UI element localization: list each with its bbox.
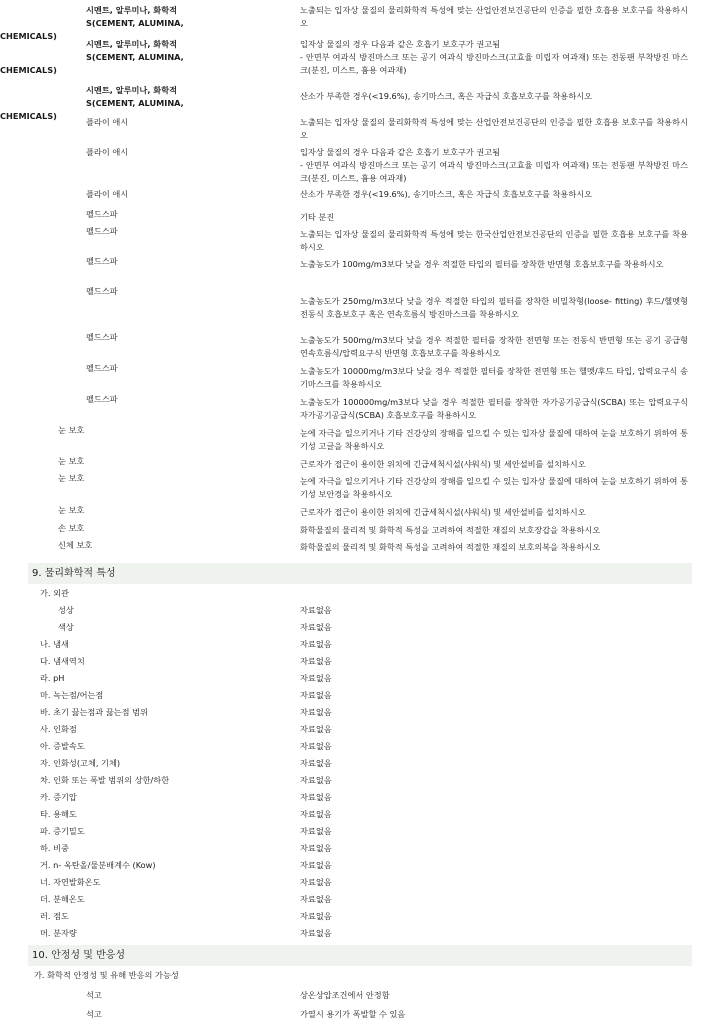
protection-row (0, 504, 724, 522)
property-value: 자료없음 (300, 928, 332, 938)
property-label: 마. 녹는점/어는점 (40, 690, 104, 700)
section-title: 10. 안정성 및 반응성 (32, 950, 126, 961)
protection-text: 노출농도가 100mg/m3보다 낮을 경우 적절한 타입의 필터를 장착한 반면형 호흡보호구를 착용하시오 (300, 259, 664, 269)
property-value: 자료없음 (300, 690, 332, 700)
property-value: 자료없음 (300, 605, 332, 615)
protection-label: 시멘트, 알루미나, 화학적S(CEMENT, ALUMINA, (86, 39, 184, 62)
property-label: 아. 증발속도 (40, 741, 85, 751)
protection-text: 화학물질의 물리적 및 화학적 특성을 고려하여 적절한 재질의 보호장갑을 착용하시오 (300, 525, 601, 535)
property-label: 러. 점도 (40, 911, 69, 921)
property-label: 사. 인화점 (40, 724, 77, 734)
protection-row (0, 116, 724, 146)
property-value: 자료없음 (300, 741, 332, 751)
property-label: 다. 냄새역치 (40, 656, 85, 666)
protection-label-cont: CHEMICALS) (0, 31, 57, 41)
protection-row (0, 255, 724, 285)
property-list (0, 636, 724, 942)
protection-row (0, 146, 724, 188)
property-row (0, 721, 724, 738)
property-label: 성상 (58, 605, 74, 615)
protection-text: 화학물질의 물리적 및 화학적 특성을 고려하여 적절한 재질의 보호의복을 착용하시오 (300, 542, 601, 552)
section-10-header (28, 945, 692, 966)
protection-text: 입자상 물질의 경우 다음과 같은 호흡기 보호구가 권고됨 - 안면부 여과식 방진마스크 또는 공기 여과식 방진마스크(고효율 미립자 여과재) 또는 전동팬 부착방진 마스크(분진, 미스트, 흄용 여과재) (300, 39, 688, 75)
property-value: 자료없음 (300, 724, 332, 734)
property-row (0, 908, 724, 925)
property-row (0, 857, 724, 874)
protection-text: 노출되는 입자상 물질의 물리화학적 특성에 맞는 산업안전보건공단의 인증을 필한 호흡용 보호구를 착용하시오 (300, 117, 688, 140)
protection-row (0, 472, 724, 504)
protection-row (0, 4, 724, 41)
protection-text: 산소가 부족한 경우(<19.6%), 송기마스크, 혹은 자급식 호흡보호구를 착용하시오 (300, 189, 593, 199)
appearance-heading (0, 584, 724, 602)
protection-text: 눈에 자극을 일으키거나 기타 건강상의 장해를 일으킬 수 있는 입자상 물질에 대하여 눈을 보호하기 위하여 통기성 고글을 착용하시오 (300, 428, 688, 451)
property-value: 자료없음 (300, 775, 332, 785)
stability-item-value: 상온상압조건에서 안정함 (300, 990, 390, 1000)
protection-text: 노출농도가 10000mg/m3보다 낮을 경우 적절한 필터를 장착한 전면형 또는 헬멧/후드 타입, 압력요구식 송기마스크를 착용하시오 (300, 366, 688, 389)
property-row (0, 789, 724, 806)
property-row (0, 602, 724, 619)
protection-row (0, 208, 724, 225)
protection-label: 펠드스파 (86, 394, 118, 404)
protection-label: 펠드스파 (86, 256, 118, 266)
property-row (0, 891, 724, 908)
section-9-header (28, 563, 692, 584)
property-row (0, 840, 724, 857)
section-title: 9. 물리화학적 특성 (32, 568, 116, 579)
property-value: 자료없음 (300, 894, 332, 904)
property-label: 바. 초기 끓는점과 끓는점 범위 (40, 707, 148, 717)
protection-label: 눈 보호 (58, 425, 85, 435)
protection-row (0, 285, 724, 331)
protection-row (0, 393, 724, 424)
property-label: 머. 분자량 (40, 928, 77, 938)
protection-label: 펠드스파 (86, 209, 118, 219)
property-label: 라. pH (40, 673, 65, 683)
protection-row (0, 188, 724, 208)
property-label: 거. n- 옥탄올/물분배계수 (Kow) (40, 860, 156, 870)
stability-item-label: 석고 (86, 1009, 102, 1019)
property-label: 색상 (58, 622, 74, 632)
protection-label: 눈 보호 (58, 505, 85, 515)
protection-label: 눈 보호 (58, 473, 85, 483)
protection-row (0, 38, 724, 84)
protection-label: 플라이 애시 (86, 189, 129, 199)
property-row (0, 755, 724, 772)
property-row (0, 772, 724, 789)
protection-label: 플라이 애시 (86, 117, 129, 127)
stability-item-label: 석고 (86, 990, 102, 1000)
property-value: 자료없음 (300, 843, 332, 853)
protection-label: 손 보호 (58, 523, 85, 533)
protection-label-cont: CHEMICALS) (0, 111, 57, 121)
protection-text: 노출농도가 500mg/m3보다 낮을 경우 적절한 필터를 장착한 전면형 또는 전동식 반면형 또는 공기 공급형 연속흐름식/압력요구식 반면형 호흡보호구를 착용하시오 (300, 335, 688, 358)
protection-row (0, 424, 724, 455)
property-value: 자료없음 (300, 622, 332, 632)
property-value: 자료없음 (300, 911, 332, 921)
protection-label: 펠드스파 (86, 226, 118, 236)
property-row (0, 619, 724, 636)
property-label: 파. 증기밀도 (40, 826, 85, 836)
property-value: 자료없음 (300, 758, 332, 768)
property-label: 자. 인화성(고체, 기체) (40, 758, 121, 768)
property-label: 하. 비중 (40, 843, 69, 853)
property-label: 더. 분해온도 (40, 894, 85, 904)
protection-row (0, 362, 724, 393)
protection-label-cont: CHEMICALS) (0, 65, 57, 75)
property-value: 자료없음 (300, 877, 332, 887)
property-value: 자료없음 (300, 860, 332, 870)
property-value: 자료없음 (300, 792, 332, 802)
property-value: 자료없음 (300, 656, 332, 666)
protection-row (0, 331, 724, 362)
property-row (0, 636, 724, 653)
stability-row (0, 1005, 724, 1024)
property-row (0, 925, 724, 942)
property-label: 차. 인화 또는 폭발 범위의 상한/하한 (40, 775, 170, 785)
property-row (0, 823, 724, 840)
protection-text: 기타 분진 (300, 212, 335, 222)
stability-item-value: 가열시 용기가 폭발할 수 있음 (300, 1009, 406, 1019)
property-value: 자료없음 (300, 639, 332, 649)
property-value: 자료없음 (300, 673, 332, 683)
protection-label: 시멘트, 알루미나, 화학적S(CEMENT, ALUMINA, (86, 85, 184, 108)
protection-label: 플라이 애시 (86, 147, 129, 157)
protection-row (0, 539, 724, 563)
protection-label: 시멘트, 알루미나, 화학적S(CEMENT, ALUMINA, (86, 5, 184, 28)
property-label: 카. 증기압 (40, 792, 77, 802)
property-label: 타. 용해도 (40, 809, 77, 819)
protection-row (0, 522, 724, 539)
protection-text: 노출되는 입자상 물질의 물리화학적 특성에 맞는 산업안전보건공단의 인증을 필한 호흡용 보호구를 착용하시오 (300, 5, 688, 28)
protection-row (0, 225, 724, 255)
protection-label: 펠드스파 (86, 286, 118, 296)
protection-label: 펠드스파 (86, 363, 118, 373)
property-row (0, 653, 724, 670)
protection-text: 근로자가 접근이 용이한 위치에 긴급세척시설(샤워식) 및 세안설비를 설치하시오 (300, 459, 586, 469)
stability-label: 가. 화학적 안정성 및 유해 반응의 가능성 (34, 970, 179, 980)
protection-text: 산소가 부족한 경우(<19.6%), 송기마스크, 혹은 자급식 호흡보호구를 착용하시오 (300, 91, 593, 101)
property-value: 자료없음 (300, 809, 332, 819)
protection-text: 노출농도가 250mg/m3보다 낮을 경우 적절한 타입의 필터를 장착한 비밀착형(loose- fitting) 후드/헬멧형 전동식 호흡보호구 혹은 연속흐름식 방진마스크를 착용하시오 (300, 296, 688, 319)
property-row (0, 687, 724, 704)
protection-label: 펠드스파 (86, 332, 118, 342)
stability-row (0, 986, 724, 1005)
property-row (0, 806, 724, 823)
property-row (0, 704, 724, 721)
property-label: 나. 냄새 (40, 639, 69, 649)
protection-text: 입자상 물질의 경우 다음과 같은 호흡기 보호구가 권고됨 - 안면부 여과식 방진마스크 또는 공기 여과식 방진마스크(고효율 미립자 여과재) 또는 전동팬 부착방진 마스크(분진, 미스트, 흄용 여과재) (300, 147, 688, 183)
protection-label: 신체 보호 (58, 540, 93, 550)
property-value: 자료없음 (300, 826, 332, 836)
protection-label: 눈 보호 (58, 456, 85, 466)
protection-text: 근로자가 접근이 용이한 위치에 긴급세척시설(샤워식) 및 세안설비를 설치하시오 (300, 507, 586, 517)
protection-text: 눈에 자극을 일으키거나 기타 건강상의 장해를 일으킬 수 있는 입자상 물질에 대하여 눈을 보호하기 위하여 통기성 보안경을 착용하시오 (300, 476, 688, 499)
protection-row (0, 455, 724, 472)
property-row (0, 738, 724, 755)
property-label: 너. 자연발화온도 (40, 877, 101, 887)
protection-text: 노출농도가 100000mg/m3보다 낮을 경우 적절한 필터를 장착한 자가공기공급식(SCBA) 또는 압력요구식 자가공기공급식(SCBA) 호흡보호구를 착용하시오 (300, 397, 688, 420)
property-value: 자료없음 (300, 707, 332, 717)
appearance-label: 가. 외관 (40, 588, 69, 598)
protection-text: 노출되는 입자상 물질의 물리화학적 특성에 맞는 한국산업안전보건공단의 인증을 필한 호흡용 보호구를 착용하시오 (300, 229, 688, 252)
stability-heading (0, 966, 724, 986)
protection-row (0, 84, 724, 121)
property-row (0, 874, 724, 891)
property-row (0, 670, 724, 687)
